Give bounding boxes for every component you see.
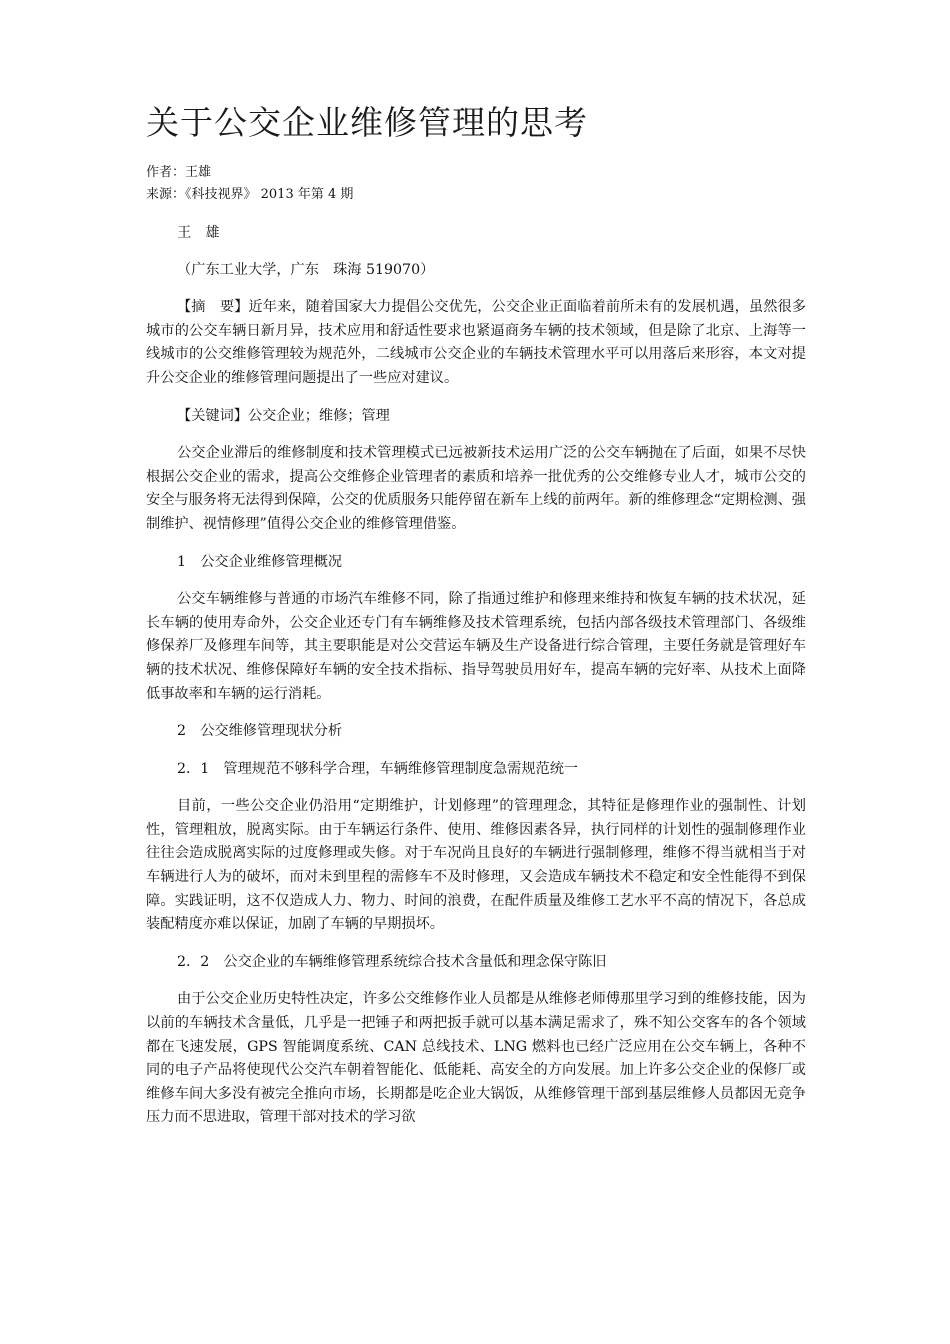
source-line: 来源：《科技视界》 2013 年第 4 期: [146, 187, 354, 202]
section-1-body: 公交车辆维修与普通的市场汽车维修不同，除了指通过维护和修理来维持和恢复车辆的技术状况，延长车辆的使用寿命外，公交企业还专门有车辆维修及技术管理系统，包括内部各级技术管理部门、各级维修保养厂及修理车间等，其主要职能是对公交营运车辆及生产设备进行综合管理，主要任务就是管理好车辆的技术状况、维修保障好车辆的安全技术指标、指导驾驶员用好车，提高车辆的完好率、从技术上面降低事故率和车辆的运行消耗。: [146, 591, 806, 702]
author-line: 作者：王雄: [146, 165, 212, 180]
section-2-1-heading: 2．1 管理规范不够科学合理，车辆维修管理制度急需规范统一: [177, 760, 579, 777]
section-2-heading: 2 公交维修管理现状分析: [177, 723, 343, 740]
section-2-1-body: 目前，一些公交企业仍沿用“定期维护，计划修理”的管理理念，其特征是修理作业的强制性、计划性，管理粗放，脱离实际。由于车辆运行条件、使用、维修因素各异，执行同样的计划性的强制修理作业往往会造成脱离实际的过度修理或失修。对于车况尚且良好的车辆进行强制修理，维修不得当就相当于对车辆进行人为的破坏，而对未到里程的需修车不及时修理，又会造成车辆技术不稳定和安全性能得不到保障。实践证明，这不仅造成人力、物力、时间的浪费，在配件质量及维修工艺水平不高的情况下，各总成装配精度亦难以保证，加剧了车辆的早期损坏。: [146, 798, 806, 933]
keywords-paragraph: 【关键词】公交企业；维修；管理: [177, 407, 390, 424]
author-name: 王 雄: [177, 225, 220, 241]
abstract-paragraph: 【摘 要】近年来，随着国家大力提倡公交优先，公交企业正面临着前所未有的发展机遇，虽然很多城市的公交车辆日新月异，技术应用和舒适性要求也紧逼商务车辆的技术领域，但是除了北京、上海等一线城市的公交维修管理较为规范外，二线城市公交企业的车辆技术管理水平可以用落后来形容，本文对提升公交企业的维修管理问题提出了一些应对建议。: [146, 299, 806, 386]
document-title: 关于公交企业维修管理的思考: [146, 103, 588, 142]
affiliation: （广东工业大学，广东 珠海 519070）: [177, 261, 435, 278]
section-2-2-heading: 2．2 公交企业的车辆维修管理系统综合技术含量低和理念保守陈旧: [177, 953, 607, 970]
document-page: [146, 100, 806, 1130]
section-2-2-body: 由于公交企业历史特性决定，许多公交维修作业人员都是从维修老师傅那里学习到的维修技能，因为以前的车辆技术含量低，几乎是一把锤子和两把扳手就可以基本满足需求了，殊不知公交客车的各个领域都在飞速发展，GPS 智能调度系统、CAN 总线技术、LNG 燃料也已经广泛应用在公交车辆上，各种不同的电子产品将使现代公交汽车朝着智能化、低能耗、高安全的方向发展。加上许多公交企业的保修厂或维修车间大多没有被完全推向市场，长期都是吃企业大锅饭，从维修管理干部到基层维修人员都因无竞争压力而不思进取，管理干部对技术的学习欲: [146, 991, 806, 1126]
section-1-heading: 1 公交企业维修管理概况: [177, 553, 343, 570]
intro-paragraph: 公交企业滞后的维修制度和技术管理模式已远被新技术运用广泛的公交车辆抛在了后面，如果不尽快根据公交企业的需求，提高公交维修企业管理者的素质和培养一批优秀的公交维修专业人才，城市公交的安全与服务将无法得到保障，公交的优质服务只能停留在新车上线的前两年。新的维修理念“定期检测、强制维护、视情修理”值得公交企业的维修管理借鉴。: [146, 445, 806, 532]
